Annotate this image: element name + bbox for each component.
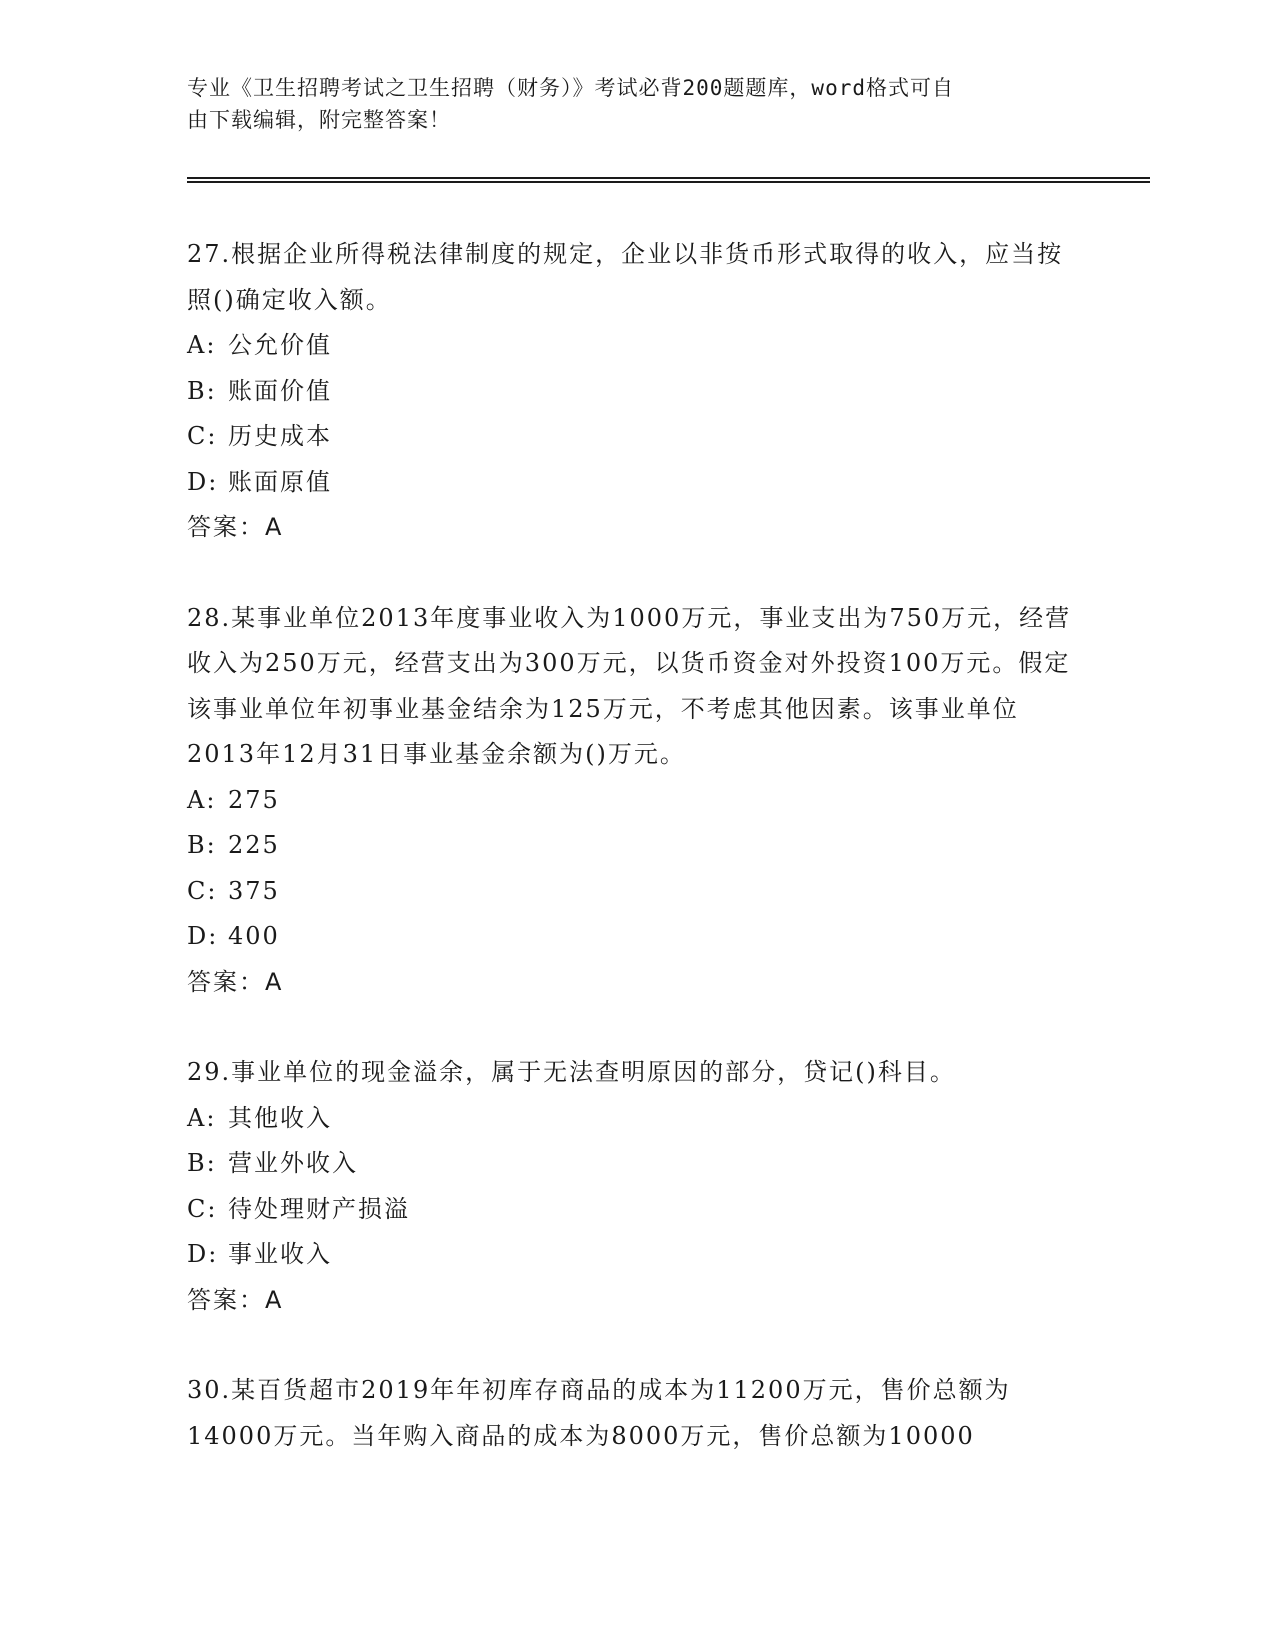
header-line-1: 专业《卫生招聘考试之卫生招聘（财务）》考试必背200题题库，word格式可自 bbox=[187, 76, 954, 100]
option-key: D: bbox=[187, 467, 219, 496]
option-text: 375 bbox=[228, 876, 280, 905]
option-text: 营业外收入 bbox=[228, 1149, 358, 1177]
option-text: 账面价值 bbox=[228, 376, 332, 405]
question-30 bbox=[187, 1368, 1087, 1459]
option-key: C: bbox=[187, 1194, 218, 1223]
option-key: A: bbox=[187, 1103, 217, 1132]
answer-label: 答案：A bbox=[187, 513, 284, 541]
option-text: 其他收入 bbox=[228, 1103, 332, 1132]
question-27 bbox=[187, 232, 1087, 551]
option-key: C: bbox=[187, 422, 218, 450]
question-text: 29.事业单位的现金溢余，属于无法查明原因的部分，贷记()科目。 bbox=[187, 1058, 956, 1086]
option-key: B: bbox=[187, 831, 217, 859]
option-a bbox=[187, 1096, 1087, 1142]
header-divider-top bbox=[187, 177, 1150, 179]
header-line-2: 由下载编辑，附完整答案！ bbox=[187, 108, 451, 132]
document-header bbox=[187, 72, 1067, 136]
option-c bbox=[187, 414, 1087, 460]
question-28 bbox=[187, 596, 1087, 1006]
question-text: 30.某百货超市2019年年初库存商品的成本为11200万元，售价总额为14000万元。当年购入商品的成本为8000万元，售价总额为10000 bbox=[187, 1376, 1011, 1450]
option-a bbox=[187, 323, 1087, 369]
answer-label: 答案：A bbox=[187, 1285, 284, 1314]
option-text: 225 bbox=[228, 831, 280, 859]
option-b bbox=[187, 1141, 1087, 1187]
question-list bbox=[187, 232, 1087, 1504]
option-c bbox=[187, 1187, 1087, 1233]
option-c bbox=[187, 869, 1087, 915]
option-b bbox=[187, 369, 1087, 415]
option-text: 账面原值 bbox=[228, 467, 332, 496]
option-key: A: bbox=[187, 785, 217, 814]
option-text: 待处理财产损溢 bbox=[228, 1194, 410, 1223]
question-text: 28.某事业单位2013年度事业收入为1000万元，事业支出为750万元，经营收入为250万元，经营支出为300万元，以货币资金对外投资100万元。假定该事业单位年初事业基金结余为125万元，不考虑其他因素。该事业单位2013年12月31日事业基金余额为()万元。 bbox=[187, 603, 1072, 768]
option-d bbox=[187, 1232, 1087, 1278]
option-key: C: bbox=[187, 876, 218, 905]
option-text: 公允价值 bbox=[228, 331, 332, 359]
option-b bbox=[187, 823, 1087, 869]
question-29 bbox=[187, 1050, 1087, 1323]
option-d bbox=[187, 460, 1087, 506]
option-key: B: bbox=[187, 1149, 217, 1177]
option-d bbox=[187, 914, 1087, 960]
option-key: D: bbox=[187, 922, 219, 950]
option-key: D: bbox=[187, 1240, 219, 1268]
header-divider-bottom bbox=[187, 181, 1150, 183]
option-key: B: bbox=[187, 376, 217, 405]
option-text: 历史成本 bbox=[228, 422, 332, 450]
option-text: 275 bbox=[228, 785, 280, 814]
option-text: 事业收入 bbox=[228, 1240, 332, 1268]
option-a bbox=[187, 778, 1087, 824]
option-text: 400 bbox=[228, 922, 280, 950]
question-text: 27.根据企业所得税法律制度的规定，企业以非货币形式取得的收入，应当按照()确定收入额。 bbox=[187, 240, 1064, 314]
option-key: A: bbox=[187, 331, 217, 359]
answer-label: 答案：A bbox=[187, 967, 284, 996]
